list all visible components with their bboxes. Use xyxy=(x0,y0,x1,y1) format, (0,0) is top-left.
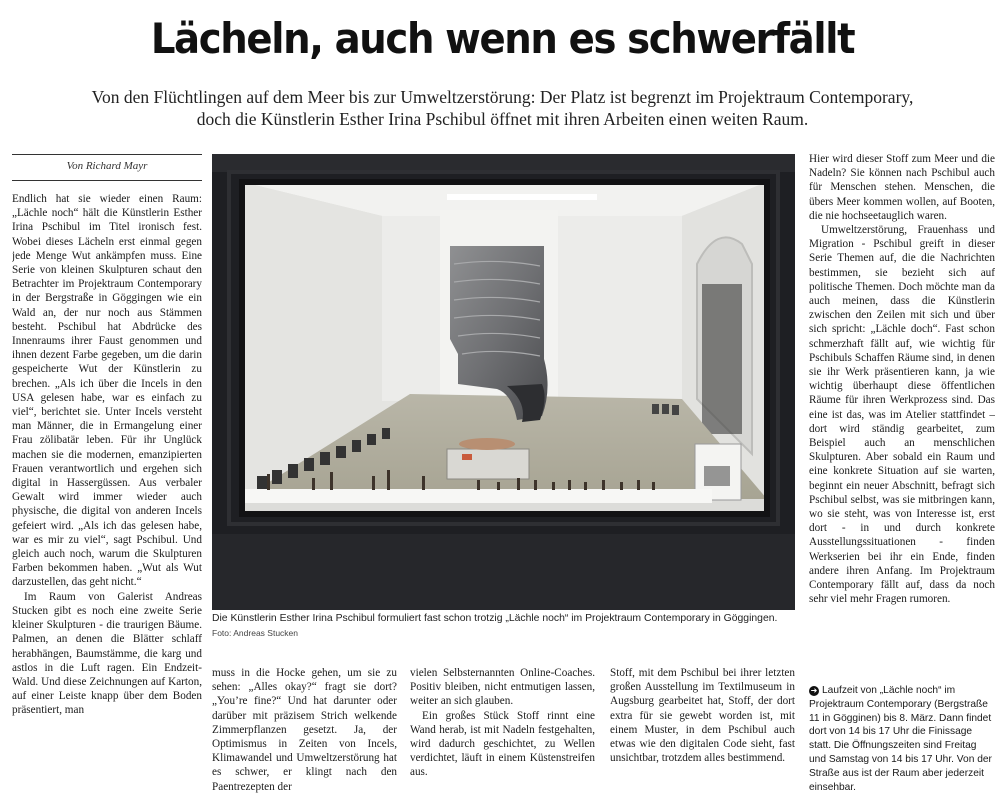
subheadline-line-2: doch die Künstlerin Esther Irina Pschibul öffnet mit ihren Arbeiten einen weiten Raum. xyxy=(196,109,809,129)
article-column-4 xyxy=(610,666,795,802)
paragraph: Hier wird dieser Stoff zum Meer und die Nadeln? Sie können nach Pschibul auch für Menschen stehen. Menschen, die übers Meer kommen wollen, auf Booten, die nie hochseetauglich waren. xyxy=(809,153,995,222)
article-column-right xyxy=(809,152,995,672)
subheadline-line-1: Von den Flüchtlingen auf dem Meer bis zur Umweltzerstörung: Der Platz ist begrenzt im Projektraum Contemporary, xyxy=(91,87,914,107)
byline: Von Richard Mayr xyxy=(66,160,148,172)
paragraph: muss in die Hocke gehen, um sie zu sehen: „Alles okay?“ fragt sie dort? „You’re fine?“ Und hat darunter oder darüber mit präzisem Strich welkende Zimmerpflanzen gesetzt. Ja, der Optimismus in Zeiten von Incels, Klimawandel und Umweltzerstörung hat es schwer, er klingt nach den Paentrezepten der xyxy=(212,667,397,793)
article-column-2 xyxy=(212,666,397,802)
exhibition-info-text: Laufzeit von „Lächle noch“ im Projektraum Contemporary (Bergstraße 11 in Gögginen) bis 8. März. Dann findet dort von 14 bis 17 Uhr die Finissage statt. Die Öffnungszeiten sind Freitag und Samstag von 14 bis 17 Uhr. Von der Straße aus ist der Raum aber jederzeit einsehbar. xyxy=(809,685,992,793)
article-column-3 xyxy=(410,666,595,802)
headline: Lächeln, auch wenn es schwerfällt xyxy=(150,14,855,63)
arrow-right-icon: ➜ xyxy=(810,686,818,695)
photo-credit: Foto: Andreas Stucken xyxy=(212,628,298,638)
byline-rule-bottom xyxy=(12,180,202,181)
paragraph: vielen Selbsternannten Online-Coaches. Positiv bleiben, nicht entmutigen lassen, weiter an sich glauben. xyxy=(410,667,595,708)
caption-text: Die Künstlerin Esther Irina Pschibul formuliert fast schon trotzig „Lächle noch“ im Projektraum Contemporary in Göggingen. xyxy=(212,613,778,624)
paragraph: Ein großes Stück Stoff rinnt eine Wand herab, ist mit Nadeln festgehalten, wird dadurch geschichtet, zu Wellen verdichtet, läuft in einem Küstenstreifen aus. xyxy=(410,709,595,779)
paragraph: Im Raum von Galerist Andreas Stucken gibt es noch eine zweite Serie kleiner Skulpturen - die traurigen Bäume. Palmen, an denen die Blätter schlaff herabhängen, Baumstämme, die karg und astlos in die Luft ragen. Ein Endzeit-Wald. Und diese Zeichnungen auf Karton, auf einer Leiste knapp über dem Boden präsentiert, man xyxy=(12,590,202,717)
article-column-left xyxy=(12,192,202,798)
subheadline xyxy=(0,86,1005,130)
byline-rule-top xyxy=(12,154,202,155)
paragraph: Stoff, mit dem Pschibul bei ihrer letzten großen Ausstellung im Textilmuseum in Augsburg gearbeitet hat, Stoff, der dort extra für sie gewebt worden ist, mit einem Muster, in dem Pschibul auch etwas wie den digitalen Code sieht, fast unsichtbar, trotzdem alles bestimmend. xyxy=(610,667,795,765)
paragraph: Endlich hat sie wieder einen Raum: „Lächle noch“ hält die Künstlerin Esther Irina Pschibul im Titel ironisch fest. Wobei dieses Lächeln erst einmal gegen jede Menge Wut ankämpfen muss. Eine Serie von kleinen Skulpturen schaut den Betrachter im Projektraum Contemporary in der Bergstraße in Göggingen wie ein Wald an, der nur noch aus Stämmen besteht. Pschibul hat Abdrücke des Innenraums ihrer Faust genommen und ihnen dezent Farbe gegeben, um die darin gespeicherte Wut der Künstlerin zu brechen. „Als ich über die Incels in den USA gelesen habe, war es einfach zu viel“, berichtet sie. Unter Incels versteht man Männer, die in Ermangelung einer Frau zölibatär leben. Für ihr Unglück machen sie die modernen, emanzipierten Frauen verantwortlich und ergehen sich digital in Hassergüssen. Aus verbaler Gewalt wird immer wieder auch physische, die digital von anderen Incels gefeiert wird. „Als ich das gelesen habe, war es mir zu viel“, sagt Pschibul. Und gleich auch noch, warum die Skulpturen Farben bekommen haben. „Wut als Wut darzustellen, das geht nicht.“ xyxy=(12,193,202,589)
paragraph: Umweltzerstörung, Frauenhass und Migration - Pschibul greift in dieser Serie Themen auf, die die Nachrichten bestimmen, sie bezieht sich auf politische Themen. Doch möchte man da auch meinen, dass die Künstlerin zwischen den Zeilen mit sich und über sich spricht: „Lächle doch“. Fast schon schmerzhaft fällt auf, wie wichtig für Pschibuls Schaffen Räume sind, in denen sie ihr Werk präsentieren kann, ja wie wichtig überhaupt diese öffentlichen Räume für ihren Werkprozess sind. Das eine ist das, was im Atelier stattfindet – dort wird ständig gearbeitet, zum Beispiel auch an menschlichen Skulpturen. Aber sobald ein Raum und eine konkrete Situation auf sie warten, beginnt ein neuer Abschnitt, befragt sich Pschibul selbst, was sie mitbringen kann, wo sie steht, was von Interesse ist, erst dort - in und durch konkrete Ausstellungssituationen - finden Werkserien bei ihr ein Ende, finden andere ihren Anfang. Im Projektraum Contemporary fällt auf, dass da noch sehr viel mehr Fragen rumoren. xyxy=(809,224,995,606)
exhibition-info-box xyxy=(809,684,995,794)
gallery-photo xyxy=(212,154,795,610)
photo-caption xyxy=(212,612,795,641)
